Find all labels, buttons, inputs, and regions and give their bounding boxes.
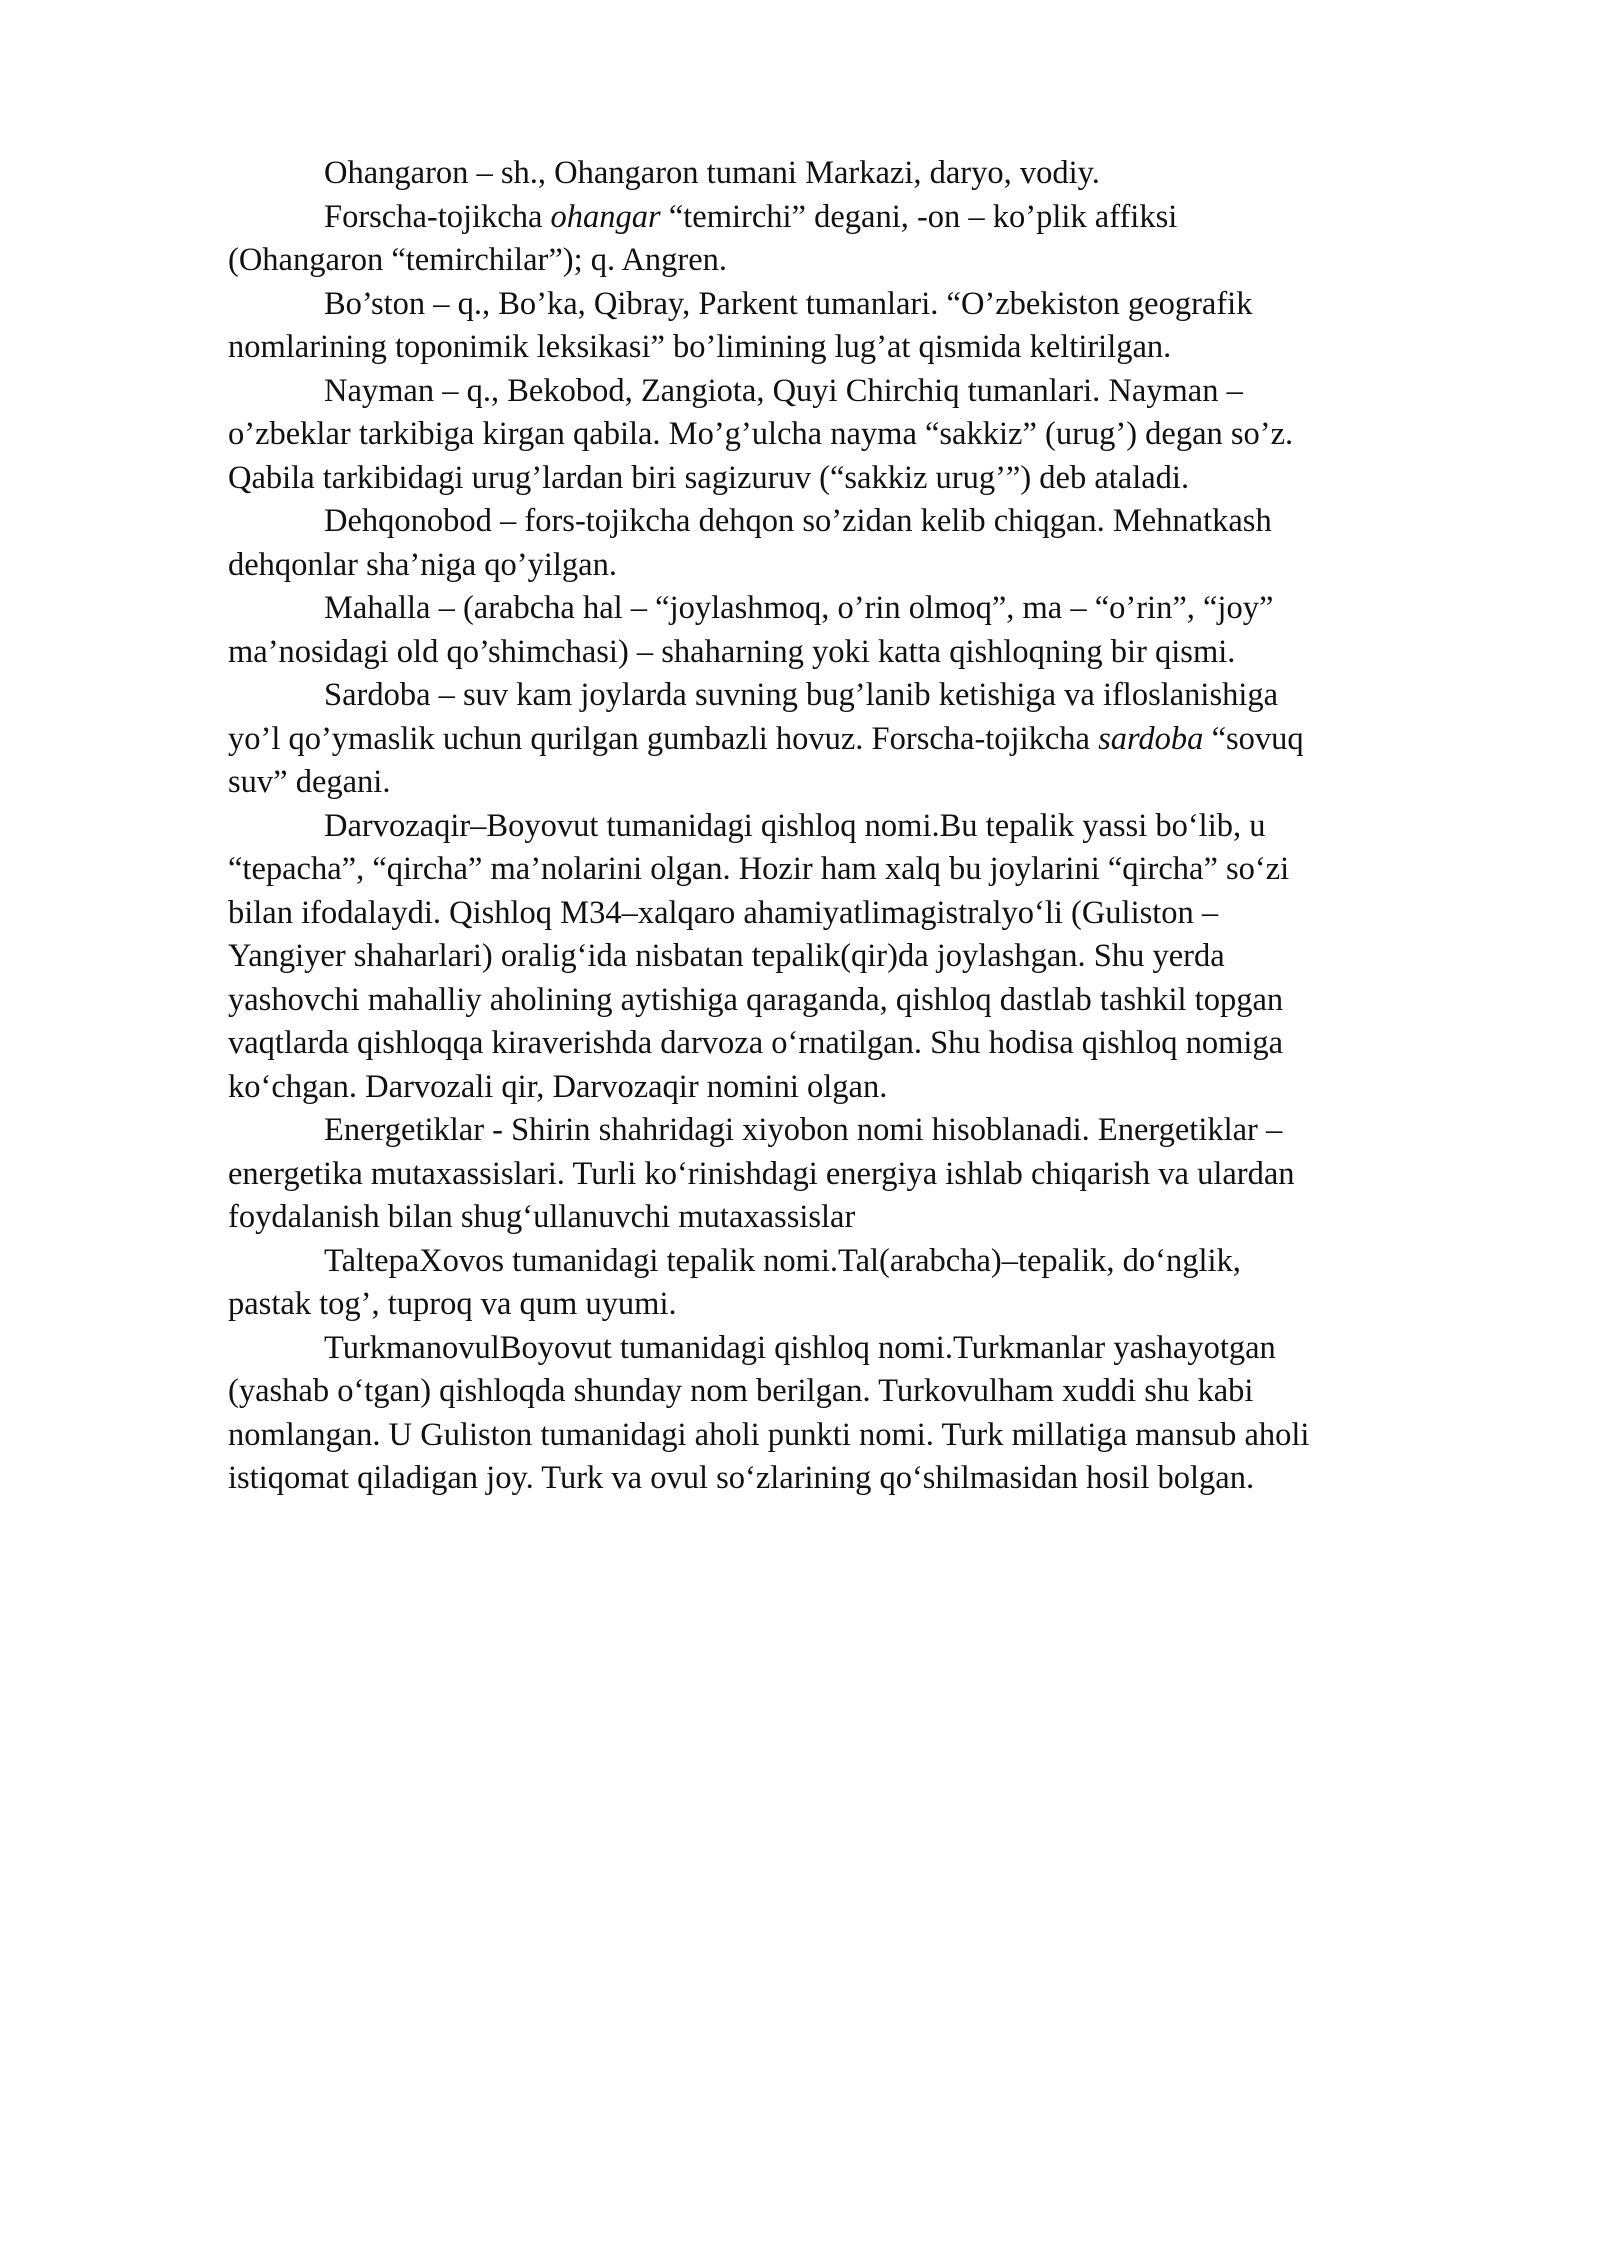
paragraph bbox=[228, 1327, 1490, 1501]
text-run: Qabila tarkibidagi urug’lardan biri sagizuruv (“sakkiz urug’”) deb ataladi. bbox=[228, 459, 1190, 496]
text-run: nomlarining toponimik leksikasi” bo’limining lug’at qismida keltirilgan. bbox=[228, 329, 1172, 365]
paragraph-line bbox=[132, 1196, 1490, 1240]
text-run: istiqomat qiladigan joy. Turk va ovul so‘zlarining qo‘shilmasidan hosil bolgan. bbox=[228, 1460, 1255, 1496]
paragraph-line bbox=[132, 631, 1490, 675]
paragraph-line bbox=[228, 1240, 1490, 1284]
text-run: TurkmanovulBoyovut tumanidagi qishloq nomi.Turkmanlar yashayotgan bbox=[324, 1329, 1276, 1366]
paragraph-line bbox=[132, 1022, 1490, 1066]
paragraph-line bbox=[132, 1153, 1490, 1197]
text-run: energetika mutaxassislari. Turli ko‘rinishdagi energiya ishlab chiqarish va ulardan bbox=[228, 1155, 1295, 1192]
text-run: TaltepaXovos tumanidagi tepalik nomi.Tal(arabcha)–tepalik, do‘nglik, bbox=[324, 1242, 1241, 1279]
text-run: Darvozaqir–Boyovut tumanidagi qishloq nomi.Bu tepalik yassi bo‘lib, u bbox=[324, 807, 1266, 844]
paragraph bbox=[228, 587, 1490, 674]
paragraph bbox=[228, 674, 1490, 805]
paragraph bbox=[228, 370, 1490, 501]
italic-term: ohangar bbox=[550, 198, 661, 235]
paragraph-line bbox=[228, 1109, 1490, 1153]
text-run: suv” degani. bbox=[228, 764, 391, 800]
paragraph-line bbox=[228, 152, 1490, 196]
paragraph-line bbox=[132, 1370, 1490, 1414]
paragraph bbox=[228, 152, 1490, 196]
document-body bbox=[228, 152, 1490, 1501]
text-run: Energetiklar - Shirin shahridagi xiyobon nomi hisoblanadi. Energetiklar – bbox=[324, 1112, 1283, 1148]
paragraph-line bbox=[228, 196, 1490, 240]
paragraph-line bbox=[228, 674, 1490, 718]
text-run: Nayman – q., Bekobod, Zangiota, Quyi Chirchiq tumanlari. Nayman – bbox=[324, 372, 1243, 409]
paragraph bbox=[228, 1109, 1490, 1240]
text-run: Ohangaron – sh., Ohangaron tumani Markazi, daryo, vodiy. bbox=[324, 155, 1100, 191]
paragraph-line bbox=[228, 805, 1490, 849]
paragraph bbox=[228, 196, 1490, 283]
text-run: “temirchi” degani, -on – ko’plik affiksi bbox=[660, 198, 1178, 235]
document-page bbox=[228, 152, 1490, 1501]
paragraph-line bbox=[132, 1414, 1490, 1458]
paragraph-line bbox=[132, 457, 1490, 501]
text-run: yo’l qo’ymaslik uchun qurilgan gumbazli hovuz. Forscha-tojikcha bbox=[228, 720, 1099, 757]
text-run: vaqtlarda qishloqqa kiraverishda darvoza o‘rnatilgan. Shu hodisa qishloq nomiga bbox=[228, 1025, 1284, 1061]
paragraph bbox=[228, 805, 1490, 1110]
text-run: Bo’ston – q., Bo’ka, Qibray, Parkent tumanlari. “O’zbekiston geografik bbox=[324, 285, 1253, 322]
text-run: o’zbeklar tarkibiga kirgan qabila. Mo’g’ulcha nayma “sakkiz” (urug’) degan so’z. bbox=[228, 416, 1294, 452]
paragraph-line bbox=[132, 892, 1490, 936]
paragraph-line bbox=[228, 370, 1490, 414]
paragraph bbox=[228, 283, 1490, 370]
paragraph-line bbox=[132, 718, 1490, 762]
text-run: nomlangan. U Guliston tumanidagi aholi punkti nomi. Turk millatiga mansub aholi bbox=[228, 1416, 1310, 1453]
paragraph bbox=[228, 500, 1490, 587]
text-run: pastak tog’, tuproq va qum uyumi. bbox=[228, 1286, 677, 1322]
paragraph-line bbox=[132, 1457, 1490, 1501]
paragraph bbox=[228, 1240, 1490, 1327]
paragraph-line bbox=[132, 761, 1490, 805]
text-run: (Ohangaron “temirchilar”); q. Angren. bbox=[228, 242, 728, 278]
paragraph-line bbox=[228, 587, 1490, 631]
text-run: (yashab o‘tgan) qishloqda shunday nom berilgan. Turkovulham xuddi shu kabi bbox=[228, 1373, 1254, 1409]
text-run: dehqonlar sha’niga qo’yilgan. bbox=[228, 546, 617, 583]
text-run: foydalanish bilan shug‘ullanuvchi mutaxassislar bbox=[228, 1199, 856, 1235]
text-run: bilan ifodalaydi. Qishloq M34–xalqaro ahamiyatlimagistralyo‘li (Guliston – bbox=[228, 894, 1219, 931]
text-run: Forscha-tojikcha bbox=[324, 198, 551, 235]
text-run: ma’nosidagi old qo’shimchasi) – shaharning yoki katta qishloqning bir qismi. bbox=[228, 633, 1236, 670]
text-run: ko‘chgan. Darvozali qir, Darvozaqir nomini olgan. bbox=[228, 1068, 888, 1105]
paragraph-line bbox=[228, 283, 1490, 327]
text-run: Mahalla – (arabcha hal – “joylashmoq, o’rin olmoq”, ma – “o’rin”, “joy” bbox=[324, 590, 1274, 626]
paragraph-line bbox=[132, 544, 1490, 588]
paragraph-line bbox=[132, 326, 1490, 370]
paragraph-line bbox=[132, 1283, 1490, 1327]
text-run: “tepacha”, “qircha” ma’nolarini olgan. Hozir ham xalq bu joylarini “qircha” so‘zi bbox=[228, 851, 1290, 887]
paragraph-line bbox=[228, 500, 1490, 544]
paragraph-line bbox=[132, 239, 1490, 283]
paragraph-line bbox=[132, 848, 1490, 892]
italic-term: sardoba bbox=[1098, 720, 1204, 757]
paragraph-line bbox=[132, 979, 1490, 1023]
text-run: Sardoba – suv kam joylarda suvning bug’lanib ketishiga va ifloslanishiga bbox=[324, 677, 1279, 713]
text-run: yashovchi mahalliy aholining aytishiga qaraganda, qishloq dastlab tashkil topgan bbox=[228, 981, 1284, 1018]
text-run: Yangiyer shaharlari) oralig‘ida nisbatan tepalik(qir)da joylashgan. Shu yerda bbox=[228, 938, 1225, 974]
paragraph-line bbox=[132, 935, 1490, 979]
paragraph-line bbox=[132, 413, 1490, 457]
text-run: Dehqonobod – fors-tojikcha dehqon so’zidan kelib chiqgan. Mehnatkash bbox=[324, 503, 1272, 539]
paragraph-line bbox=[228, 1327, 1490, 1371]
text-run: “sovuq bbox=[1203, 720, 1304, 757]
paragraph-line bbox=[132, 1066, 1490, 1110]
